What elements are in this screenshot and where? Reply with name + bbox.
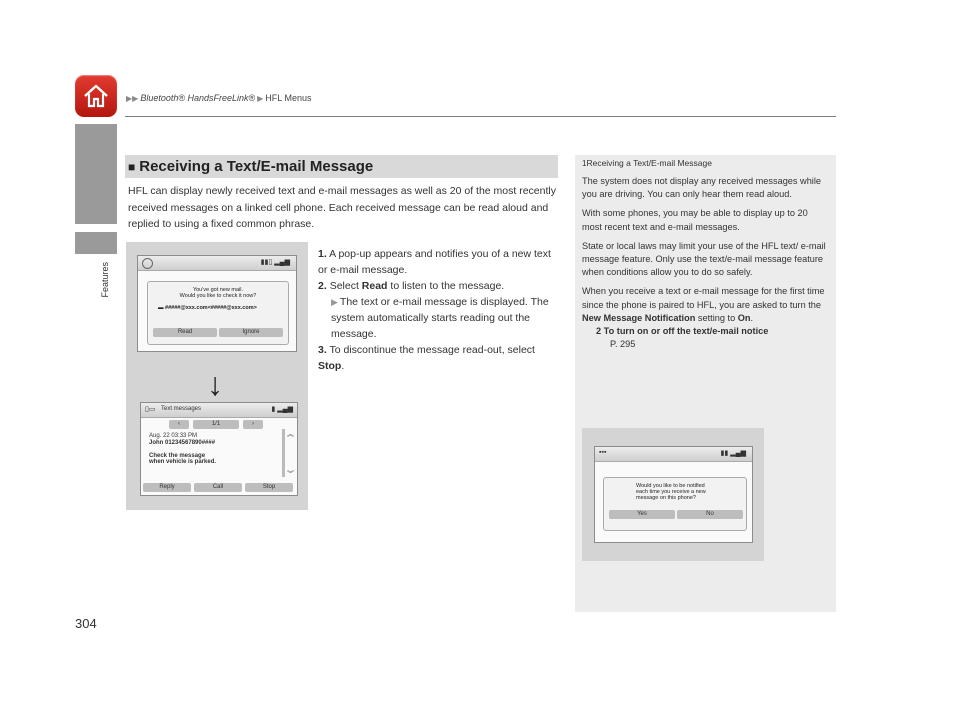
step-text: to listen to the message. (387, 280, 505, 292)
setting-value: On (737, 312, 751, 323)
signal-icon: ▮ ▂▄▆ (271, 406, 293, 413)
screen-status-bar (141, 403, 297, 418)
header-divider (125, 116, 836, 117)
popup-line: message on this phone? (636, 495, 696, 501)
popup-line: Would you like to check it now? (179, 293, 257, 299)
step-3 (318, 342, 563, 374)
reference-link[interactable]: To turn on or off the text/e-mail notice (603, 326, 769, 337)
reply-button[interactable]: Reply (143, 483, 191, 492)
mail-icon: ▬ (158, 305, 166, 311)
popup-line: Would you like to be notified (636, 483, 705, 489)
home-button[interactable] (75, 75, 117, 117)
notes-title-text: Receiving a Text/E-mail Message (586, 158, 712, 168)
message-body: when vehicle is parked. (149, 459, 217, 465)
screen-title: Text messages (161, 406, 202, 412)
scroll-up-icon[interactable]: ︽ (287, 431, 294, 438)
result-arrow-icon: ▶ (331, 297, 338, 307)
new-mail-popup (147, 281, 289, 345)
step-2 (318, 278, 563, 294)
setting-name: New Message Notification (582, 312, 696, 323)
double-arrow-icon: ▶ (257, 94, 264, 103)
step-number: 2. (318, 280, 327, 292)
note-text: When you receive a text or e-mail message for the first time since the phone is paired to HFL, you are asked to turn the (582, 286, 825, 310)
screen-status-bar (595, 447, 752, 462)
step-text: Select (329, 280, 362, 292)
reference-page[interactable]: P. 295 (610, 339, 636, 350)
screen-status-bar (138, 256, 296, 271)
call-button[interactable]: Call (194, 483, 242, 492)
step-1 (318, 246, 563, 278)
breadcrumb (126, 93, 311, 103)
new-mail-screen (137, 255, 297, 352)
step-result-text: The text or e-mail message is displayed. The system automatically starts reading out the message. (331, 296, 549, 340)
step-text: . (341, 360, 345, 372)
down-arrow-icon: ↓ (207, 366, 223, 402)
page-number: 304 (75, 616, 97, 631)
note-marker-icon: 1 (582, 159, 587, 168)
notification-screen (594, 446, 753, 543)
step-text: To discontinue the message read-out, select (329, 344, 535, 356)
steps-list (318, 246, 563, 374)
double-arrow-icon: ▶▶ (126, 94, 139, 103)
breadcrumb-item[interactable]: HFL Menus (265, 93, 312, 103)
yes-button[interactable]: Yes (609, 510, 675, 519)
prev-button[interactable]: ‹ (169, 420, 189, 429)
notes-body (582, 175, 830, 351)
pager: 1/1 (193, 420, 239, 429)
message-sender: John 01234567890#### (149, 440, 216, 446)
home-icon (82, 82, 110, 110)
chapter-tab-marker (75, 232, 117, 254)
step-text: A pop-up appears and notifies you of a new text or e-mail message. (318, 248, 551, 276)
next-button[interactable]: › (243, 420, 263, 429)
reference-arrow-icon: 2 (596, 326, 604, 337)
square-bullet-icon: ■ (128, 160, 136, 174)
note-paragraph: With some phones, you may be able to display up to 20 most recent text and e-mail messages. (582, 208, 808, 232)
message-icon: ▯▭ (145, 406, 156, 413)
sender-address-text: #####@xxx.com<#####@xxx.com> (165, 305, 257, 311)
phone-icon (142, 258, 153, 269)
note-text: setting to (695, 312, 738, 323)
notes-title (582, 158, 712, 168)
step-number: 3. (318, 344, 327, 356)
popup-line: You've got new mail. (192, 287, 244, 293)
chapter-tab (75, 124, 117, 224)
breadcrumb-item[interactable]: Bluetooth® HandsFreeLink® (140, 93, 256, 103)
signal-icon: ▮▮▯ ▂▄▆ (260, 259, 290, 266)
scroll-down-icon[interactable]: ︾ (287, 471, 294, 478)
menu-icon: ▪▪▪ (599, 449, 607, 456)
scrollbar[interactable] (282, 429, 285, 477)
notification-screenshot (582, 428, 764, 561)
cross-reference[interactable] (582, 325, 830, 338)
sender-address (148, 305, 288, 311)
note-paragraph: The system does not display any received messages while you are driving. You can only hear them read aloud. (582, 176, 821, 200)
message-date: Aug. 22 03:33 PM (149, 433, 198, 439)
intro-paragraph: HFL can display newly received text and e-mail messages as well as 20 of the most recently received messages on a linked cell phone. Each received message can be read aloud and replied to using a fixed common phrase. (128, 185, 556, 230)
ignore-button[interactable]: Ignore (219, 328, 283, 337)
no-button[interactable]: No (677, 510, 743, 519)
stop-button[interactable]: Stop (245, 483, 293, 492)
chapter-label: Features (100, 262, 110, 298)
note-text: . (750, 312, 754, 323)
stop-label: Stop (318, 360, 342, 372)
note-paragraph (582, 285, 830, 325)
popup-line: each time you receive a new (636, 489, 706, 495)
note-paragraph: State or local laws may limit your use of the HFL text/ e-mail message feature. Only use the text/e-mail message feature when conditions allow you to do so safely. (582, 240, 826, 278)
section-heading (125, 155, 558, 178)
step-number: 1. (318, 248, 327, 260)
notification-popup (603, 477, 747, 531)
message-body: Check the message (149, 453, 206, 459)
signal-icon: ▮▮ ▂▄▆ (720, 450, 746, 457)
read-label: Read (361, 280, 388, 292)
read-button[interactable]: Read (153, 328, 217, 337)
step-2-result (318, 294, 563, 342)
text-messages-screen (140, 402, 298, 496)
section-title: Receiving a Text/E-mail Message (139, 158, 374, 175)
